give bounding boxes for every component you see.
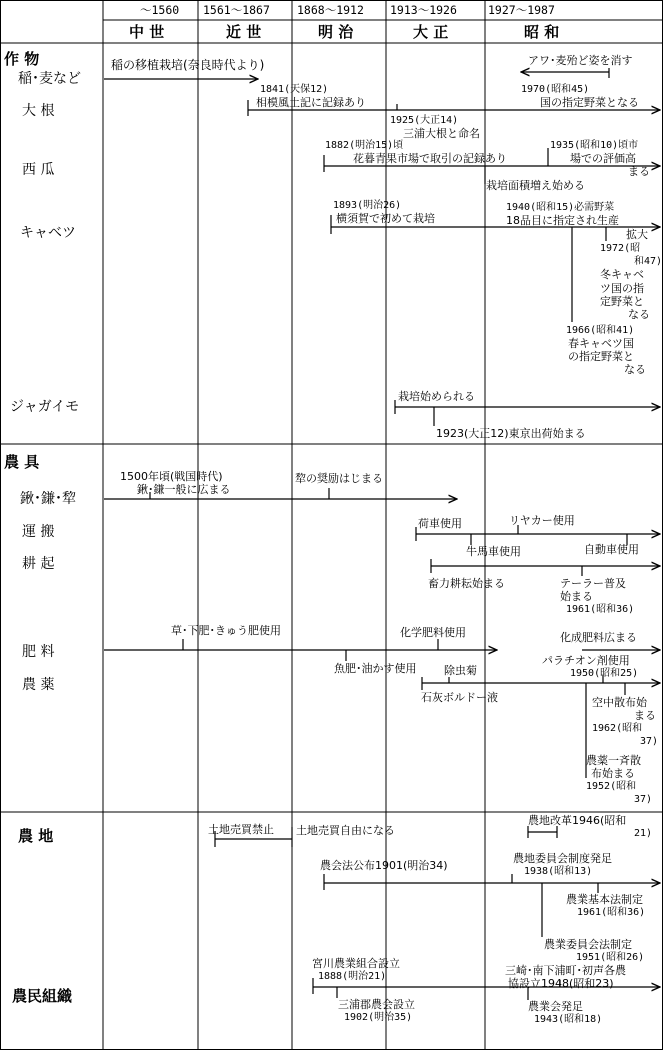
note-fert-chem: 化学肥料使用: [400, 626, 466, 639]
item-grain: 稲･麦など: [18, 71, 81, 87]
item-daikon: 大 根: [22, 103, 55, 119]
note-wm-market: 花暮青果市場で取引の記録あり: [353, 152, 507, 165]
era-label-taisho: 1913～1926: [390, 3, 457, 17]
note-wm-area: 栽培面積増え始める: [486, 179, 585, 192]
item-potato: ジャガイモ: [10, 399, 80, 415]
note-daikon-1841: 1841(天保12): [260, 84, 329, 95]
note-org-1943: 農業会発足: [528, 1000, 583, 1013]
note-awa-mugi: アワ･麦殆ど姿を消す: [528, 54, 633, 67]
era-label-medieval: ～1560: [140, 3, 180, 17]
note-auto: 自動車使用: [584, 543, 639, 556]
note-aerial: 空中散布始: [592, 696, 647, 709]
note-land-reform: 農地改革1946(昭和: [528, 814, 627, 827]
note-cab-1940c: 拡大: [626, 228, 648, 241]
note-hoe-1500: 1500年頃(戦国時代): [120, 470, 223, 483]
note-aerial-1962b: 37): [640, 736, 659, 747]
note-daikon-named: 三浦大根と命名: [403, 127, 480, 140]
note-parathion: パラチオン剤使用: [542, 654, 630, 667]
item-transport: 運 搬: [22, 524, 55, 540]
item-hoe: 鍬･鎌･犂: [20, 491, 76, 507]
note-land-reform-2: 21): [634, 828, 653, 839]
note-plow: 犂の奨励はじまる: [295, 472, 383, 485]
note-cab-1972: 1972(昭: [600, 243, 641, 254]
note-animal-tilling: 畜力耕耘始まる: [428, 577, 505, 590]
item-watermelon: 西 瓜: [22, 162, 55, 178]
era-label-meiji: 1868～1912: [297, 3, 364, 17]
note-grain-1970: 1970(昭和45): [521, 84, 590, 95]
item-cabbage: キャベツ: [20, 225, 76, 241]
note-wm-1935: 1935(昭和10)頃市: [550, 140, 639, 151]
note-pest-1950: 1950(昭和25): [570, 668, 639, 679]
note-bordeaux: 石灰ボルドー液: [421, 691, 498, 704]
item-tilling: 耕 起: [22, 556, 55, 572]
category-crops: 作 物: [4, 50, 40, 68]
note-wm-1935c: まる: [628, 165, 650, 178]
note-land-1901: 農会法公布1901(明治34): [320, 859, 448, 872]
period-medieval: 中 世: [129, 23, 165, 41]
note-daikon-1925: 1925(大正14): [390, 115, 459, 126]
note-pot-start: 栽培始められる: [398, 390, 475, 403]
note-cab-1966b: 春キャベツ国: [568, 337, 634, 350]
note-land-1951: 農業委員会法制定: [544, 938, 632, 951]
note-org-miura-2: 1902(明治35): [344, 1012, 413, 1023]
note-aerial-2: まる: [634, 709, 656, 722]
note-land-1938b: 1938(昭和13): [524, 866, 593, 877]
note-tiller: テーラー普及: [560, 577, 626, 590]
note-fert-synth: 化成肥料広まる: [560, 631, 637, 644]
note-wm-1935b: 場での評価高: [570, 152, 636, 165]
category-tools: 農 具: [4, 453, 40, 471]
note-pest-1952: 1952(昭和: [586, 781, 637, 792]
note-ox-cart: 牛馬車使用: [466, 545, 521, 558]
period-early-modern: 近 世: [226, 23, 262, 41]
note-fert-grass: 草･下肥･きゅう肥使用: [171, 624, 281, 637]
note-cab-1966d: なる: [624, 363, 646, 376]
note-cab-1972f: なる: [628, 308, 650, 321]
era-label-showa: 1927～1987: [488, 3, 555, 17]
note-pest-all-2: 布始まる: [591, 767, 635, 780]
period-showa: 昭 和: [524, 23, 560, 41]
note-grain-national: 国の指定野菜となる: [540, 96, 639, 109]
note-pot-1923: 1923(大正12)東京出荷始まる: [436, 427, 586, 440]
note-land-1938: 農地委員会制度発足: [513, 852, 612, 865]
note-cab-yokosuka: 横須賀で初めて栽培: [336, 212, 435, 225]
period-meiji: 明 治: [318, 23, 354, 41]
note-cab-1972d: ツ国の指: [600, 282, 644, 295]
note-cab-1940b: 18品目に指定され生産: [506, 214, 619, 227]
note-pest-all: 農薬一斉散: [586, 754, 641, 767]
item-pesticide: 農 薬: [22, 677, 55, 693]
note-wm-1882: 1882(明治15)頃: [325, 140, 404, 151]
category-land: 農 地: [18, 827, 54, 845]
note-jochu: 除虫菊: [444, 664, 477, 677]
note-land-1961b: 1961(昭和36): [577, 907, 646, 918]
note-rice-nara: 稲の移植栽培(奈良時代より): [111, 58, 265, 72]
note-rearcar: リヤカー使用: [509, 514, 575, 527]
note-cab-1972b: 和47): [634, 256, 663, 267]
note-pest-1952b: 37): [634, 794, 653, 805]
note-land-1961: 農業基本法制定: [566, 893, 643, 906]
note-tiller-1961: 1961(昭和36): [566, 604, 635, 615]
note-org-1943b: 1943(昭和18): [534, 1014, 603, 1025]
note-cab-1893: 1893(明治26): [333, 200, 402, 211]
note-org-sanzaki-2: 協設立1948(昭和23): [508, 977, 614, 990]
note-cab-1972c: 冬キャベ: [600, 268, 644, 281]
note-daikon-record: 相模風土記に記録あり: [256, 96, 366, 109]
era-label-early-modern: 1561～1867: [203, 3, 270, 17]
note-cab-1940: 1940(昭和15)必需野菜: [506, 202, 615, 213]
note-tiller-2: 始まる: [560, 590, 593, 603]
note-cab-1972e: 定野菜と: [600, 295, 644, 308]
note-fert-fish: 魚肥･油かす使用: [334, 662, 417, 675]
note-org-1888b: 1888(明治21): [318, 971, 387, 982]
period-taisho: 大 正: [413, 23, 449, 41]
item-fertilizer: 肥 料: [22, 644, 55, 660]
note-cart: 荷車使用: [418, 517, 462, 530]
note-cab-1966: 1966(昭和41): [566, 325, 635, 336]
note-org-sanzaki: 三崎･南下浦町･初声各農: [505, 964, 626, 977]
note-cab-1966c: の指定野菜と: [568, 350, 634, 363]
note-org-miura: 三浦郡農会設立: [338, 998, 415, 1011]
note-land-1951b: 1951(昭和26): [576, 952, 645, 963]
note-hoe-spread: 鍬･鎌一般に広まる: [137, 483, 231, 496]
note-aerial-1962: 1962(昭和: [592, 723, 643, 734]
note-land-ban: 土地売買禁止: [208, 823, 274, 836]
category-organizations: 農民組織: [12, 987, 73, 1005]
note-org-1888: 宮川農業組合設立: [312, 957, 400, 970]
note-land-free: 土地売買自由になる: [296, 824, 395, 837]
